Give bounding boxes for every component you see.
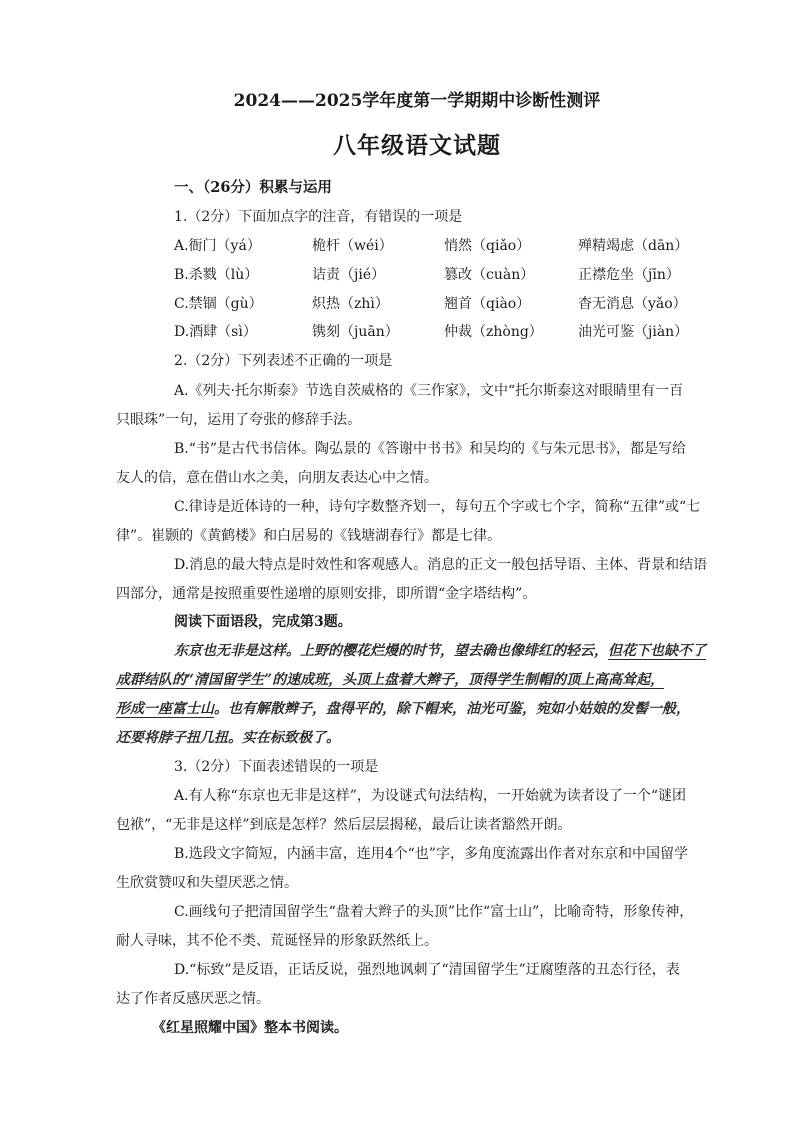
q1-c-3: 翘首（qiào）	[444, 296, 531, 312]
question-3-stem: 3.（2分）下面表述错误的一项是	[174, 759, 379, 775]
exam-subtitle: 八年级语文试题	[333, 132, 501, 159]
exam-title: 2024——2025学年度第一学期期中诊断性测评	[233, 91, 601, 111]
q2-option-a-line1: A.《列夫·托尔斯泰》节选自茨威格的《三作家》，文中“托尔斯泰这对眼睛里有一百	[174, 383, 684, 399]
q1-b-1: B.杀戮（lù）	[174, 267, 259, 283]
passage-line-1	[174, 640, 706, 660]
reading-instruction: 阅读下面语段，完成第3题。	[174, 614, 352, 630]
q1-d-1: D.酒肆（sì）	[174, 324, 257, 340]
q1-c-2: 炽热（zhì）	[312, 296, 389, 312]
q1-a-3: 悄然（qiǎo）	[444, 238, 531, 254]
section-heading: 一、（26分）积累与运用	[174, 179, 332, 196]
q3-option-a-line1: A.有人称“东京也无非是这样”，为设谜式句法结构，一开始就为读者设了一个“谜团	[174, 788, 687, 804]
q1-d-4: 油光可鉴（jiàn）	[578, 324, 689, 340]
q3-option-d-line1: D.“标致”是反语，正话反说，强烈地讽刺了“清国留学生”迂腐堕落的丑态行径，表	[174, 962, 680, 978]
q1-d-3: 仲裁（zhòng）	[444, 324, 543, 340]
passage-text: 。也有解散辫子，盘得平的，除下帽来，油光可鉴，宛如小姑娘的发髻一般，	[214, 701, 690, 717]
underlined-sentence-end: 形成一座富士山	[116, 701, 214, 717]
book-reading-heading: 《红星照耀中国》整本书阅读。	[152, 1020, 348, 1036]
q1-b-4: 正襟危坐（jīn）	[578, 267, 680, 283]
q3-option-d-line2: 达了作者反感厌恶之情。	[116, 991, 270, 1007]
q3-option-b-line1: B.选段文字简短，内涵丰富，连用4个“也”字，多角度流露出作者对东京和中国留学	[174, 846, 688, 862]
passage-text: 东京也无非是这样。上野的樱花烂熳的时节，望去确也像绯红的轻云，	[174, 643, 608, 659]
q2-option-c-line1: C.律诗是近体诗的一种，诗句字数整齐划一，每句五个字或七个字，简称“五律”或“七	[174, 499, 701, 515]
q2-option-d-line2: 四部分，通常是按照重要性递增的原则安排，即所谓“金字塔结构”。	[116, 586, 537, 602]
underlined-sentence: 但花下也缺不了	[608, 643, 706, 659]
q2-option-a-line2: 只眼珠”一句，运用了夸张的修辞手法。	[116, 412, 362, 428]
q1-a-4: 殚精竭虑（dān）	[578, 238, 689, 254]
q3-option-a-line2: 包袱”，“无非是这样”到底是怎样？然后层层揭秘，最后让读者豁然开朗。	[116, 817, 572, 833]
q1-d-2: 镌刻（juān）	[312, 324, 399, 340]
q1-a-2: 桅杆（wéi）	[312, 238, 393, 254]
q1-a-1: A.衙门（yá）	[174, 238, 261, 254]
passage-line-2-underlined: 成群结队的“清国留学生”的速成班，头顶上盘着大辫子，顶得学生制帽的顶上高高耸起，	[116, 672, 665, 688]
q3-option-c-line2: 耐人寻味，其不伦不类、荒诞怪异的形象跃然纸上。	[116, 933, 438, 949]
passage-line-4: 还要将脖子扭几扭。实在标致极了。	[116, 730, 340, 746]
q2-option-b-line2: 友人的信，意在借山水之美，向朋友表达心中之情。	[116, 470, 438, 486]
q1-c-4: 杳无消息（yǎo）	[578, 296, 687, 312]
q2-option-c-line2: 律”。崔颢的《黄鹤楼》和白居易的《钱塘湖春行》都是七律。	[116, 528, 502, 544]
question-1-stem: 1.（2分）下面加点字的注音，有错误的一项是	[174, 209, 463, 225]
q1-c-1: C.禁锢（gù）	[174, 296, 263, 312]
q2-option-d-line1: D.消息的最大特点是时效性和客观感人。消息的正文一般包括导语、主体、背景和结语	[174, 557, 708, 573]
q1-b-3: 篡改（cuàn）	[444, 267, 535, 283]
q2-option-b-line1: B.“书”是古代书信体。陶弘景的《答谢中书书》和吴均的《与朱元思书》，都是写给	[174, 441, 687, 457]
q3-option-b-line2: 生欣赏赞叹和失望厌恶之情。	[116, 875, 298, 891]
question-2-stem: 2.（2分）下列表述不正确的一项是	[174, 353, 393, 369]
passage-line-3	[116, 698, 690, 718]
q3-option-c-line1: C.画线句子把清国留学生“盘着大辫子的头顶”比作“富士山”，比喻奇特，形象传神，	[174, 904, 694, 920]
q1-b-2: 诘责（jié）	[312, 267, 386, 283]
